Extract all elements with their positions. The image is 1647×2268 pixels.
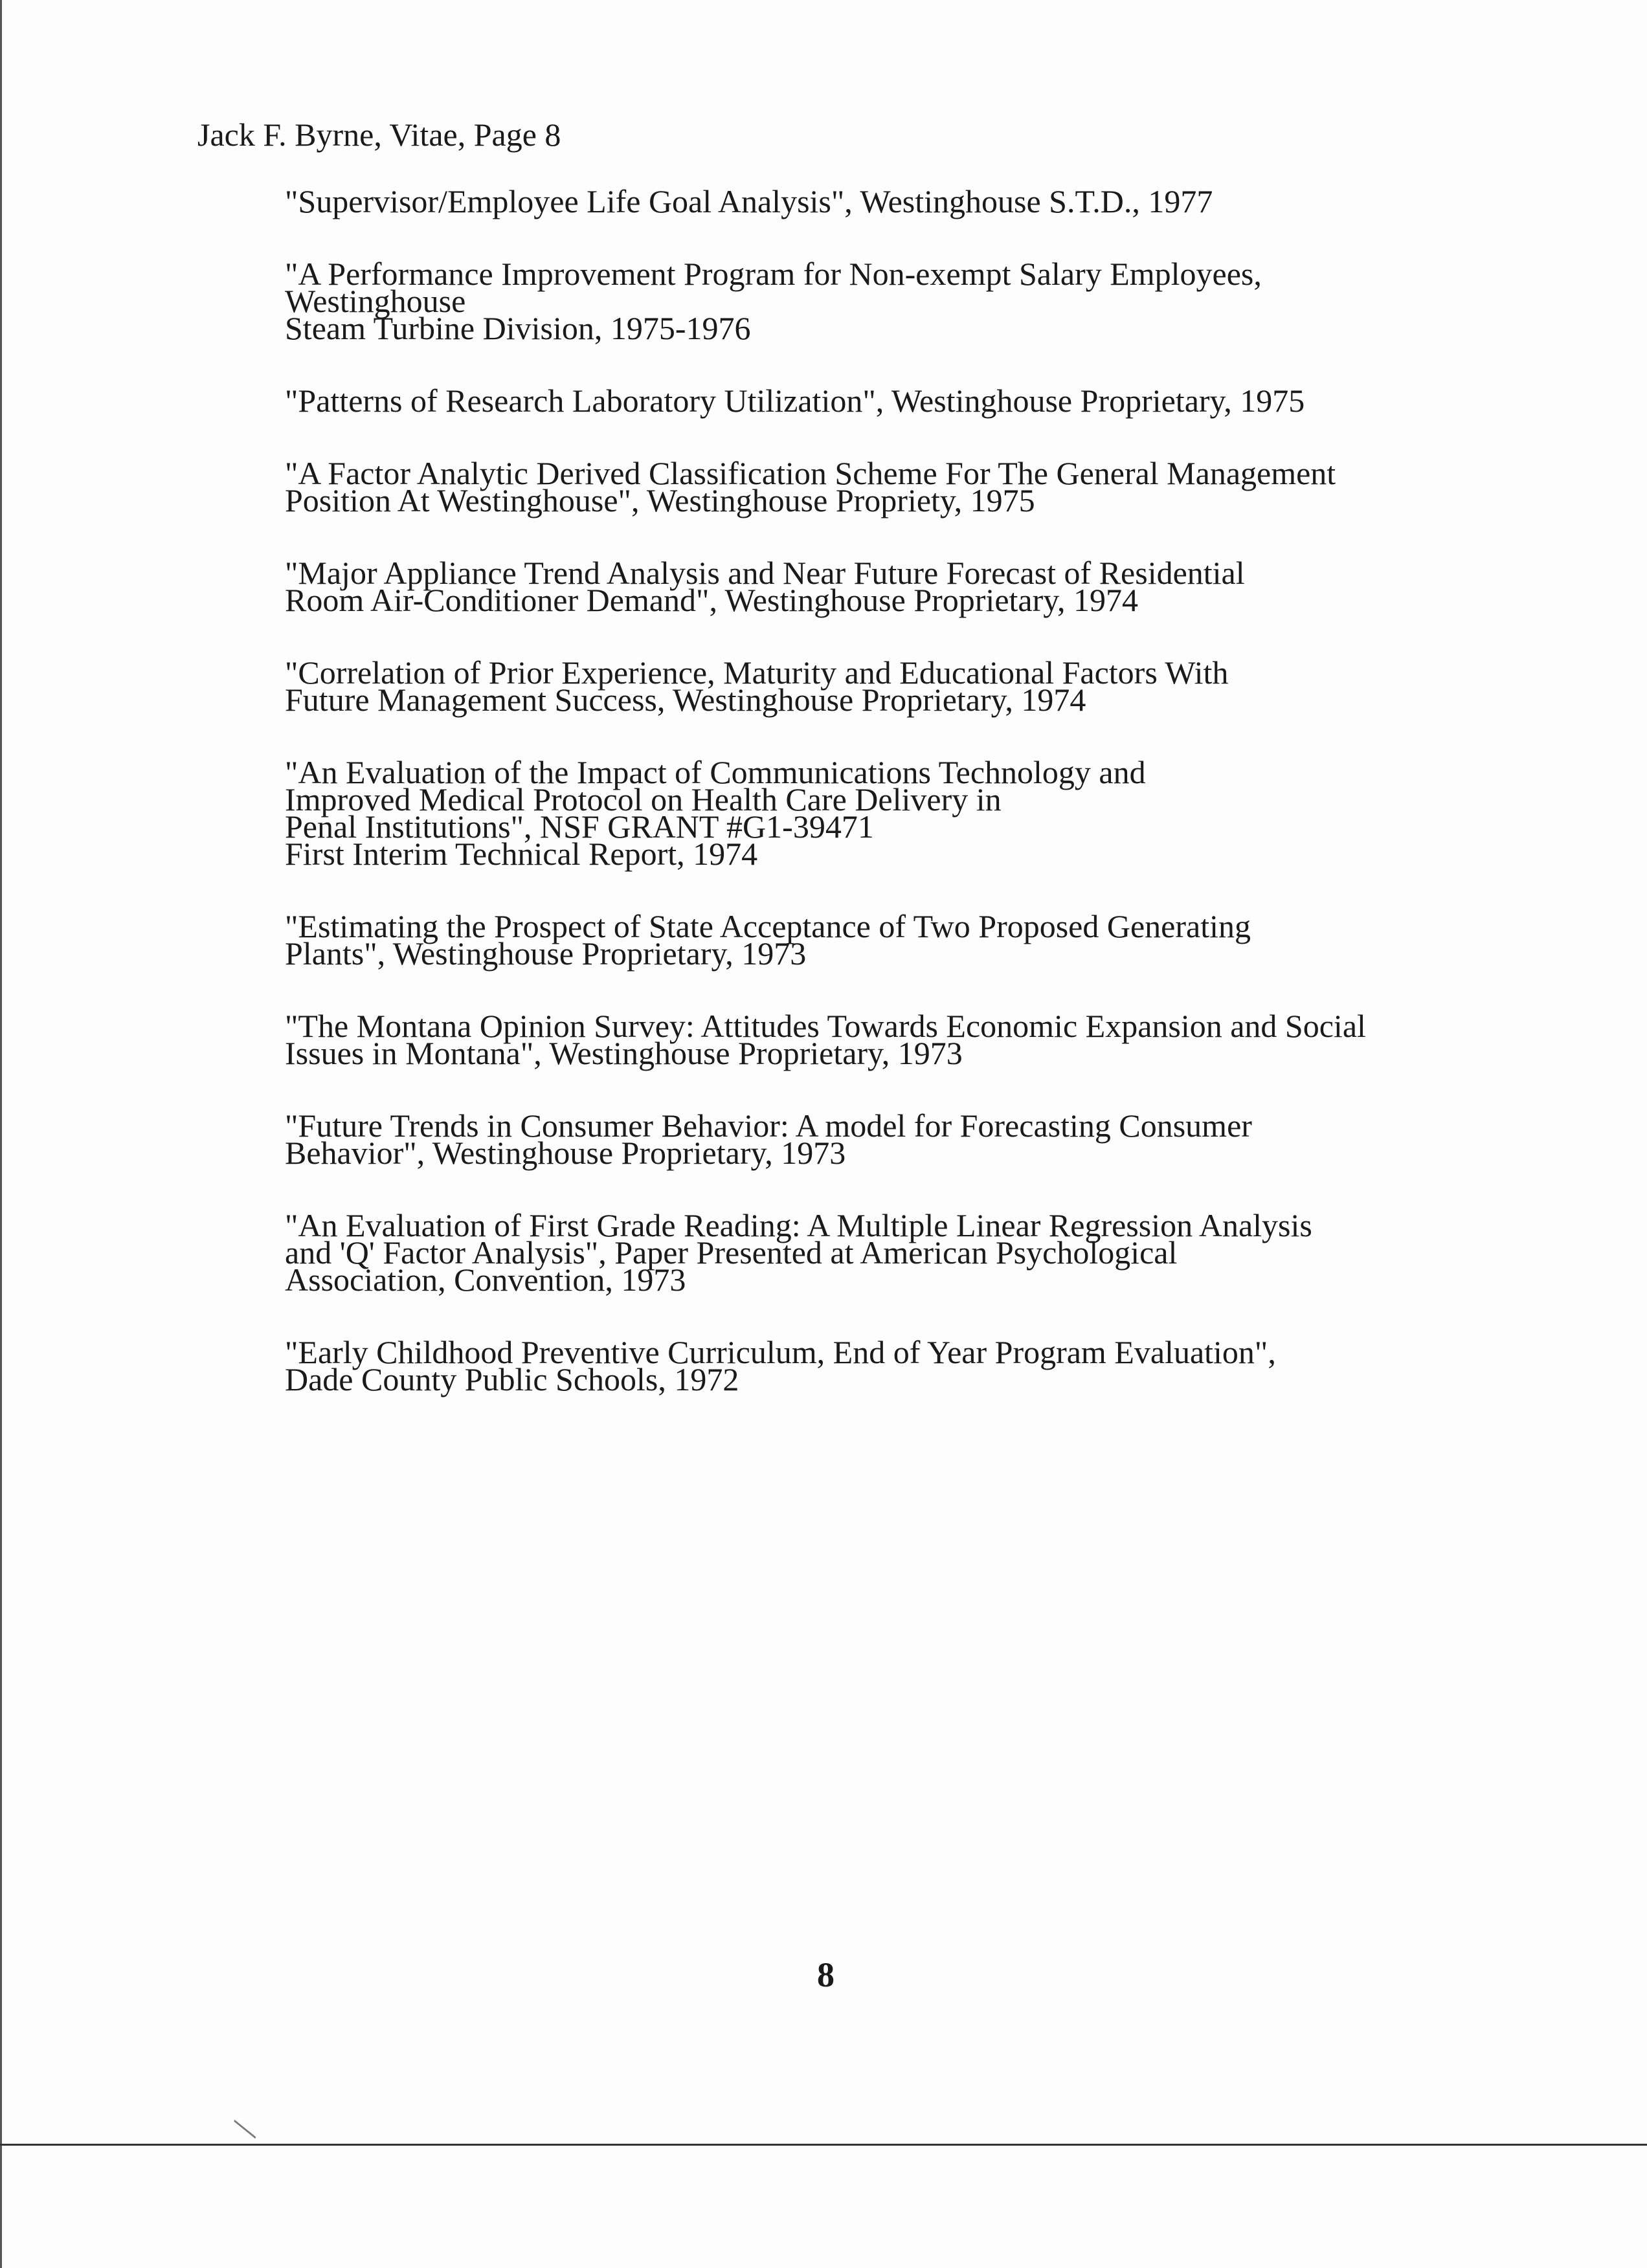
publication-line: Westinghouse [285,283,466,319]
publication-line: "Supervisor/Employee Life Goal Analysis", Westinghouse S.T.D., 1977 [285,183,1213,219]
publication-list [285,183,1476,1438]
publication-line: "Estimating the Prospect of State Acceptance of Two Proposed Generating [285,908,1251,944]
publication-entry [285,1107,1476,1171]
publication-line: "An Evaluation of First Grade Reading: A Multiple Linear Regression Analysis [285,1207,1312,1243]
publication-line: Plants", Westinghouse Proprietary, 1973 [285,935,807,972]
publication-line: First Interim Technical Report, 1974 [285,836,758,872]
publication-line: Room Air-Conditioner Demand", Westinghouse Proprietary, 1974 [285,582,1138,618]
publication-entry [285,183,1476,219]
publication-line: Association, Convention, 1973 [285,1262,686,1298]
publication-line: Steam Turbine Division, 1975-1976 [285,310,751,346]
publication-line: "The Montana Opinion Survey: Attitudes Towards Economic Expansion and Social [285,1008,1366,1044]
publication-entry [285,1207,1476,1298]
publication-line: Penal Institutions", NSF GRANT #G1-39471 [285,808,874,845]
publication-entry [285,754,1476,872]
publication-entry [285,455,1476,518]
publication-line: Issues in Montana", Westinghouse Proprietary, 1973 [285,1035,963,1071]
publication-line: "Major Appliance Trend Analysis and Near Future Forecast of Residential [285,555,1245,591]
publication-line: "Future Trends in Consumer Behavior: A model for Forecasting Consumer [285,1107,1252,1144]
publication-line: Future Management Success, Westinghouse Proprietary, 1974 [285,682,1086,718]
publication-entry [285,1334,1476,1397]
publication-entry [285,555,1476,618]
publication-line: "Early Childhood Preventive Curriculum, End of Year Program Evaluation", [285,1334,1276,1370]
publication-entry [285,908,1476,972]
publication-line: "A Performance Improvement Program for Non-exempt Salary Employees, [285,256,1262,292]
publication-line: and 'Q' Factor Analysis", Paper Presented at American Psychological [285,1234,1178,1271]
bottom-scan-line [0,2144,1647,2146]
publication-line: "Patterns of Research Laboratory Utilization", Westinghouse Proprietary, 1975 [285,383,1305,419]
publication-entry [285,256,1476,346]
publication-entry [285,654,1476,718]
publication-entry [285,1008,1476,1071]
page-number: 8 [817,1955,835,1994]
publication-line: Behavior", Westinghouse Proprietary, 1973 [285,1135,846,1171]
publication-line: "A Factor Analytic Derived Classification Scheme For The General Management [285,455,1336,491]
publication-line: Position At Westinghouse", Westinghouse Propriety, 1975 [285,482,1035,518]
page-edge [0,0,2,2268]
publication-line: Improved Medical Protocol on Health Care Delivery in [285,781,1002,817]
publication-line: "An Evaluation of the Impact of Communications Technology and [285,754,1146,790]
publication-line: "Correlation of Prior Experience, Maturity and Educational Factors With [285,654,1229,691]
publication-entry [285,383,1476,419]
pen-mark-icon: / [223,2117,267,2142]
page-header: Jack F. Byrne, Vitae, Page 8 [197,117,561,153]
publication-line: Dade County Public Schools, 1972 [285,1361,739,1397]
